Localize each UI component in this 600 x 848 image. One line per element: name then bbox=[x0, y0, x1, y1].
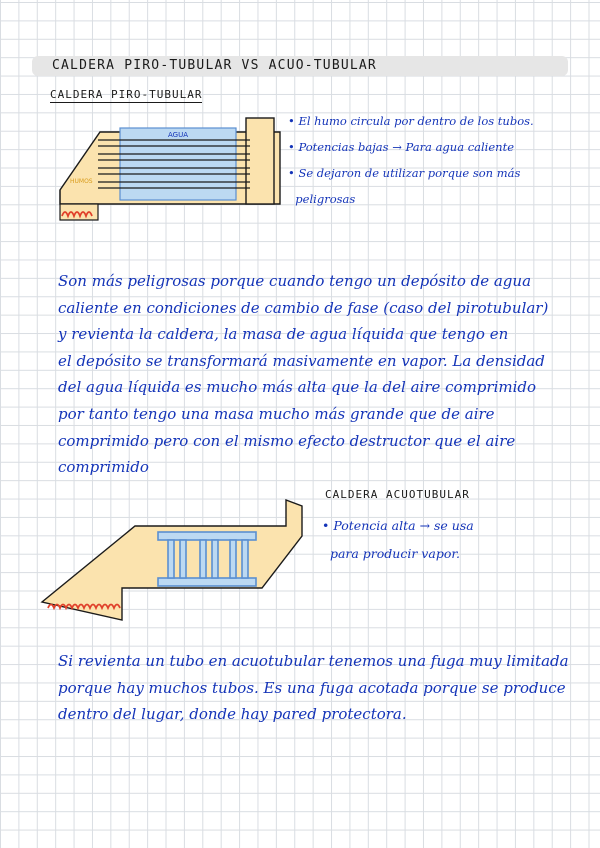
paragraph-leak bbox=[58, 648, 569, 728]
section-label-acuotubular: CALDERA ACUOTUBULAR bbox=[325, 488, 470, 501]
water-label: AGUA bbox=[168, 131, 189, 139]
paragraph-danger bbox=[58, 268, 548, 481]
text-line: y revienta la caldera, la masa de agua líquida que tengo en bbox=[58, 325, 509, 344]
note-line: para producir vapor. bbox=[322, 546, 460, 561]
text-line: por tanto tengo una masa mucho más grande que de aire bbox=[58, 404, 495, 423]
note-line: • Potencias bajas → Para agua caliente bbox=[288, 140, 515, 154]
note-line: peligrosas bbox=[288, 192, 356, 206]
note-line: • El humo circula por dentro de los tubos. bbox=[288, 114, 534, 128]
acuotubular-diagram bbox=[40, 496, 310, 626]
section-label-pirotubular: CALDERA PIRO-TUBULAR bbox=[50, 88, 203, 101]
text-line: el depósito se transformará masivamente en vapor. La densidad bbox=[58, 351, 545, 370]
smoke-label: HUMOS bbox=[70, 178, 93, 185]
acuotubular-notes bbox=[322, 512, 474, 568]
note-line: • Potencia alta → se usa bbox=[322, 518, 474, 533]
boiler-end-chamber bbox=[246, 118, 274, 204]
note-line: • Se dejaron de utilizar porque son más bbox=[288, 166, 521, 180]
text-line: del agua líquida es mucho más alta que la del aire comprimido bbox=[58, 378, 537, 397]
pirotubular-notes bbox=[288, 108, 534, 212]
text-line: caliente en condiciones de cambio de fase (caso del pirotubular) bbox=[58, 298, 549, 317]
text-line: porque hay muchos tubos. Es una fuga acotada porque se produce bbox=[58, 678, 566, 697]
text-line: Si revienta un tubo en acuotubular tenemos una fuga muy limitada bbox=[58, 652, 569, 670]
pirotubular-diagram bbox=[50, 112, 280, 237]
text-line: dentro del lugar, donde hay pared protectora. bbox=[58, 705, 407, 724]
text-line: comprimido bbox=[58, 458, 149, 477]
text-line: comprimido pero con el mismo efecto destructor que el aire bbox=[58, 431, 516, 450]
text-line: Son más peligrosas porque cuando tengo un depósito de agua bbox=[58, 272, 532, 290]
page-title: CALDERA PIRO-TUBULAR VS ACUO-TUBULAR bbox=[52, 58, 377, 73]
